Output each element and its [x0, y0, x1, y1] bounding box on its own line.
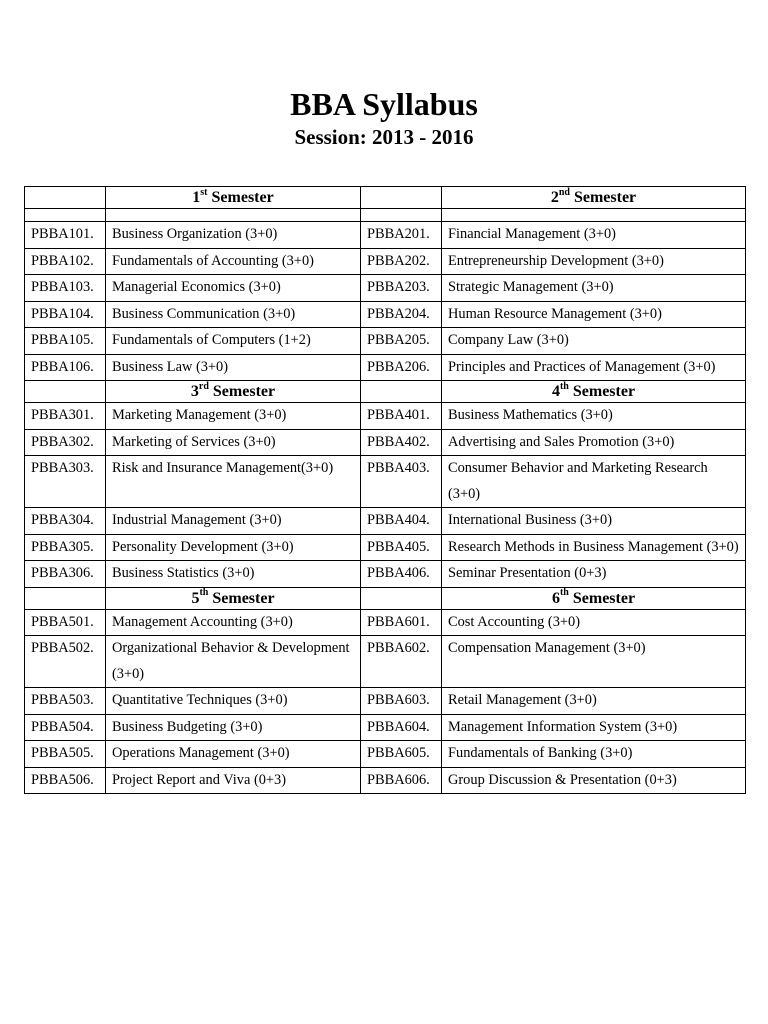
course-code: PBBA406.: [361, 561, 442, 588]
course-name: Business Mathematics (3+0): [442, 403, 746, 430]
empty-cell: [25, 209, 106, 222]
course-name: Group Discussion & Presentation (0+3): [442, 767, 746, 794]
course-code: PBBA202.: [361, 248, 442, 275]
table-row: [25, 328, 746, 355]
course-code: PBBA104.: [25, 301, 106, 328]
course-code: PBBA203.: [361, 275, 442, 302]
course-name: Operations Management (3+0): [106, 741, 361, 768]
course-name: Quantitative Techniques (3+0): [106, 688, 361, 715]
course-name: International Business (3+0): [442, 508, 746, 535]
empty-cell: [25, 381, 106, 403]
course-code: PBBA206.: [361, 354, 442, 381]
course-code: PBBA402.: [361, 429, 442, 456]
table-row: [25, 609, 746, 636]
course-code: PBBA305.: [25, 534, 106, 561]
course-code: PBBA504.: [25, 714, 106, 741]
table-row: [25, 456, 746, 508]
course-code: PBBA405.: [361, 534, 442, 561]
course-code: PBBA502.: [25, 636, 106, 688]
semester-heading-3: [106, 381, 361, 403]
semester-ordinal-suffix: th: [199, 587, 209, 599]
semester-number: 6: [551, 589, 560, 607]
course-name: Industrial Management (3+0): [106, 508, 361, 535]
course-name: Consumer Behavior and Marketing Research (3+0): [442, 456, 746, 508]
course-name: Fundamentals of Banking (3+0): [442, 741, 746, 768]
course-code: PBBA101.: [25, 222, 106, 249]
semester-ordinal-suffix: nd: [558, 186, 570, 198]
semester-ordinal-suffix: th: [559, 587, 569, 599]
empty-cell: [106, 209, 361, 222]
semester-number: 3: [190, 383, 199, 400]
course-name: Entrepreneurship Development (3+0): [442, 248, 746, 275]
table-row: [25, 534, 746, 561]
table-row: [25, 248, 746, 275]
course-name: Business Law (3+0): [106, 354, 361, 381]
semester-ordinal-suffix: th: [559, 380, 569, 392]
course-code: PBBA604.: [361, 714, 442, 741]
table-row: [25, 688, 746, 715]
course-name: Marketing of Services (3+0): [106, 429, 361, 456]
course-name: Business Statistics (3+0): [106, 561, 361, 588]
course-name: Financial Management (3+0): [442, 222, 746, 249]
table-row: [25, 403, 746, 430]
semester-number: 2: [550, 189, 559, 206]
course-code: PBBA205.: [361, 328, 442, 355]
table-row: [25, 354, 746, 381]
course-code: PBBA403.: [361, 456, 442, 508]
empty-cell: [25, 587, 106, 609]
course-code: PBBA606.: [361, 767, 442, 794]
semester-header-row: [25, 187, 746, 209]
course-name: Research Methods in Business Management (3+0): [442, 534, 746, 561]
course-code: PBBA605.: [361, 741, 442, 768]
semester-label: Semester: [569, 189, 637, 206]
course-name: Management Accounting (3+0): [106, 609, 361, 636]
course-code: PBBA204.: [361, 301, 442, 328]
course-code: PBBA503.: [25, 688, 106, 715]
empty-cell: [442, 209, 746, 222]
course-name: Business Budgeting (3+0): [106, 714, 361, 741]
table-row: [25, 508, 746, 535]
table-row: [25, 636, 746, 688]
empty-cell: [361, 587, 442, 609]
semester-header-row: [25, 587, 746, 609]
course-name: Project Report and Viva (0+3): [106, 767, 361, 794]
semester-heading-4: [442, 381, 746, 403]
table-row: [25, 429, 746, 456]
table-row: [25, 275, 746, 302]
course-name: Marketing Management (3+0): [106, 403, 361, 430]
semester-number: 4: [551, 383, 560, 400]
table-row: [25, 714, 746, 741]
semester-ordinal-suffix: rd: [198, 380, 209, 392]
semester-heading-6: [442, 587, 746, 609]
course-name: Fundamentals of Accounting (3+0): [106, 248, 361, 275]
course-name: Managerial Economics (3+0): [106, 275, 361, 302]
course-code: PBBA506.: [25, 767, 106, 794]
table-row: [25, 222, 746, 249]
course-name: Fundamentals of Computers (1+2): [106, 328, 361, 355]
session-subtitle: Session: 2013 - 2016: [294, 125, 474, 149]
semester-label: Semester: [207, 189, 274, 206]
course-code: PBBA304.: [25, 508, 106, 535]
course-code: PBBA303.: [25, 456, 106, 508]
course-name: Risk and Insurance Management(3+0): [106, 456, 361, 508]
course-code: PBBA505.: [25, 741, 106, 768]
course-name: Business Communication (3+0): [106, 301, 361, 328]
course-name: Management Information System (3+0): [442, 714, 746, 741]
blank-row: [25, 209, 746, 222]
semester-label: Semester: [208, 383, 276, 400]
semester-heading-2: [442, 187, 746, 209]
course-code: PBBA106.: [25, 354, 106, 381]
course-code: PBBA301.: [25, 403, 106, 430]
semester-number: 1: [192, 189, 201, 206]
course-name: Company Law (3+0): [442, 328, 746, 355]
semester-ordinal-suffix: st: [200, 186, 208, 198]
course-code: PBBA103.: [25, 275, 106, 302]
course-code: PBBA201.: [361, 222, 442, 249]
table-row: [25, 741, 746, 768]
course-name: Cost Accounting (3+0): [442, 609, 746, 636]
course-name: Human Resource Management (3+0): [442, 301, 746, 328]
course-code: PBBA603.: [361, 688, 442, 715]
course-code: PBBA404.: [361, 508, 442, 535]
semester-heading-5: [106, 587, 361, 609]
syllabus-table: [24, 186, 746, 794]
course-code: PBBA105.: [25, 328, 106, 355]
empty-cell: [361, 187, 442, 209]
course-name: Personality Development (3+0): [106, 534, 361, 561]
empty-cell: [361, 209, 442, 222]
course-code: PBBA302.: [25, 429, 106, 456]
semester-heading-1: [106, 187, 361, 209]
course-name: Principles and Practices of Management (3+0): [442, 354, 746, 381]
semester-number: 5: [191, 589, 200, 607]
course-name: Strategic Management (3+0): [442, 275, 746, 302]
table-row: [25, 561, 746, 588]
course-name: Advertising and Sales Promotion (3+0): [442, 429, 746, 456]
table-row: [25, 767, 746, 794]
course-code: PBBA401.: [361, 403, 442, 430]
course-name: Business Organization (3+0): [106, 222, 361, 249]
course-code: PBBA602.: [361, 636, 442, 688]
course-code: PBBA102.: [25, 248, 106, 275]
page-title: BBA Syllabus: [290, 86, 478, 122]
empty-cell: [361, 381, 442, 403]
course-code: PBBA306.: [25, 561, 106, 588]
course-code: PBBA601.: [361, 609, 442, 636]
course-name: Compensation Management (3+0): [442, 636, 746, 688]
empty-cell: [25, 187, 106, 209]
semester-header-row: [25, 381, 746, 403]
semester-label: Semester: [568, 383, 636, 400]
course-name: Organizational Behavior & Development (3+0): [106, 636, 361, 688]
semester-label: Semester: [208, 589, 275, 607]
course-name: Seminar Presentation (0+3): [442, 561, 746, 588]
course-code: PBBA501.: [25, 609, 106, 636]
course-name: Retail Management (3+0): [442, 688, 746, 715]
semester-label: Semester: [568, 589, 636, 607]
table-row: [25, 301, 746, 328]
